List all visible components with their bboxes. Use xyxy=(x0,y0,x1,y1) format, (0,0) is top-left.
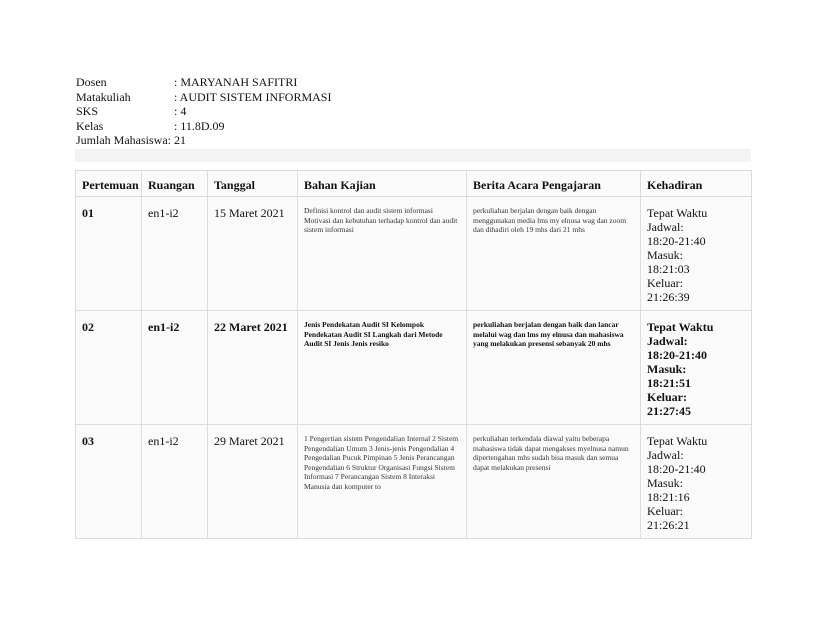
col-header-bahan-kajian: Bahan Kajian xyxy=(298,171,467,197)
bahan-kajian-cell: Jenis Pendekatan Audit SI Kelompok Pendekatan Audit SI Langkah dari Metode Audit SI Jenis Jenis resiko xyxy=(298,311,467,425)
tanggal-cell: 29 Maret 2021 xyxy=(208,425,298,539)
keluar-label: Keluar: xyxy=(647,390,687,404)
masuk-label: Masuk: xyxy=(647,476,683,490)
bahan-kajian-cell: Definisi kontrol dan audit sistem informasi Motivasi dan kebutuhan terhadap kontrol dan audit sistem informasi xyxy=(298,197,467,311)
jadwal-label: Jadwal: xyxy=(647,448,684,462)
sks-label: SKS xyxy=(76,104,99,118)
kehadiran-status: Tepat Waktu xyxy=(647,434,708,448)
kehadiran-status: Tepat Waktu xyxy=(647,320,714,334)
tanggal-cell: 15 Maret 2021 xyxy=(208,197,298,311)
matakuliah-row xyxy=(76,90,331,105)
masuk-value: 18:21:16 xyxy=(647,490,690,504)
kelas-row xyxy=(76,119,331,134)
ruangan-cell: en1-i2 xyxy=(142,425,208,539)
jumlah-mahasiswa-label: Jumlah Mahasiswa xyxy=(76,133,168,147)
jadwal-label: Jadwal: xyxy=(647,220,684,234)
keluar-label: Keluar: xyxy=(647,504,683,518)
jadwal-label: Jadwal: xyxy=(647,334,688,348)
col-header-berita-acara: Berita Acara Pengajaran xyxy=(467,171,641,197)
kehadiran-cell xyxy=(641,311,752,425)
dosen-label: Dosen xyxy=(76,75,107,89)
table-header-row xyxy=(76,171,752,197)
masuk-label: Masuk: xyxy=(647,362,687,376)
divider-band xyxy=(75,149,751,162)
attendance-table xyxy=(75,170,752,539)
matakuliah-label: Matakuliah xyxy=(76,89,131,104)
jadwal-value: 18:20-21:40 xyxy=(647,348,707,362)
bahan-kajian-cell: 1 Pengertian sistem Pengendalian Internal 2 Sistem Pengendalian Umum 3 Jenis-jenis Pengendalian 4 Pengedalian Pucuk Pimpinan 5 Jenis Perancangan Pengendalian 6 Struktur Organisasi Fungsi Sistem Informasi 7 Perancangan Sistem 8 Interaksi Manusia dan komputer to xyxy=(298,425,467,539)
tanggal-cell: 22 Maret 2021 xyxy=(208,311,298,425)
kehadiran-cell xyxy=(641,197,752,311)
pertemuan-cell: 03 xyxy=(76,425,142,539)
berita-acara-cell: perkuliahan terkendala diawal yaitu beberapa mahasiswa tidak dapat mengakses myelnusa namun dipertengahan mhs sudah bisa masuk dan semua dapat melakukan presensi xyxy=(467,425,641,539)
keluar-value: 21:26:39 xyxy=(647,290,690,304)
ruangan-cell: en1-i2 xyxy=(142,311,208,425)
col-header-pertemuan: Pertemuan xyxy=(76,171,142,197)
jadwal-value: 18:20-21:40 xyxy=(647,462,706,476)
table-row xyxy=(76,197,752,311)
keluar-label: Keluar: xyxy=(647,276,683,290)
keluar-value: 21:26:21 xyxy=(647,518,690,532)
kelas-label: Kelas xyxy=(76,118,104,133)
kelas-value: : 11.8D.09 xyxy=(174,118,225,133)
jadwal-value: 18:20-21:40 xyxy=(647,234,706,248)
dosen-row xyxy=(76,75,331,90)
keluar-value: 21:27:45 xyxy=(647,404,691,418)
ruangan-cell: en1-i2 xyxy=(142,197,208,311)
sks-value: : 4 xyxy=(174,104,187,118)
kehadiran-status: Tepat Waktu xyxy=(647,206,708,220)
kehadiran-cell xyxy=(641,425,752,539)
berita-acara-cell: perkuliahan berjalan dengan baik dan lancar melalui wag dan lms my elnusa dan mahasiswa yang melakukan presensi sebanyak 20 mhs xyxy=(467,311,641,425)
masuk-value: 18:21:51 xyxy=(647,376,691,390)
dosen-value: : MARYANAH SAFITRI xyxy=(174,75,298,89)
pertemuan-cell: 02 xyxy=(76,311,142,425)
table-row xyxy=(76,425,752,539)
sks-row xyxy=(76,104,331,119)
col-header-tanggal: Tanggal xyxy=(208,171,298,197)
masuk-label: Masuk: xyxy=(647,248,683,262)
course-info-header xyxy=(76,75,331,148)
masuk-value: 18:21:03 xyxy=(647,262,690,276)
berita-acara-cell: perkuliahan berjalan dengan baik dengan menggunakan media lms my elnusa wag dan zoom dan dihadiri oleh 19 mhs dari 21 mhs xyxy=(467,197,641,311)
table-row xyxy=(76,311,752,425)
col-header-kehadiran: Kehadiran xyxy=(641,171,752,197)
matakuliah-value: : AUDIT SISTEM INFORMASI xyxy=(174,89,332,104)
col-header-ruangan: Ruangan xyxy=(142,171,208,197)
jumlah-mahasiswa-value: : 21 xyxy=(167,133,186,147)
pertemuan-cell: 01 xyxy=(76,197,142,311)
jumlah-mahasiswa-row xyxy=(76,133,331,148)
